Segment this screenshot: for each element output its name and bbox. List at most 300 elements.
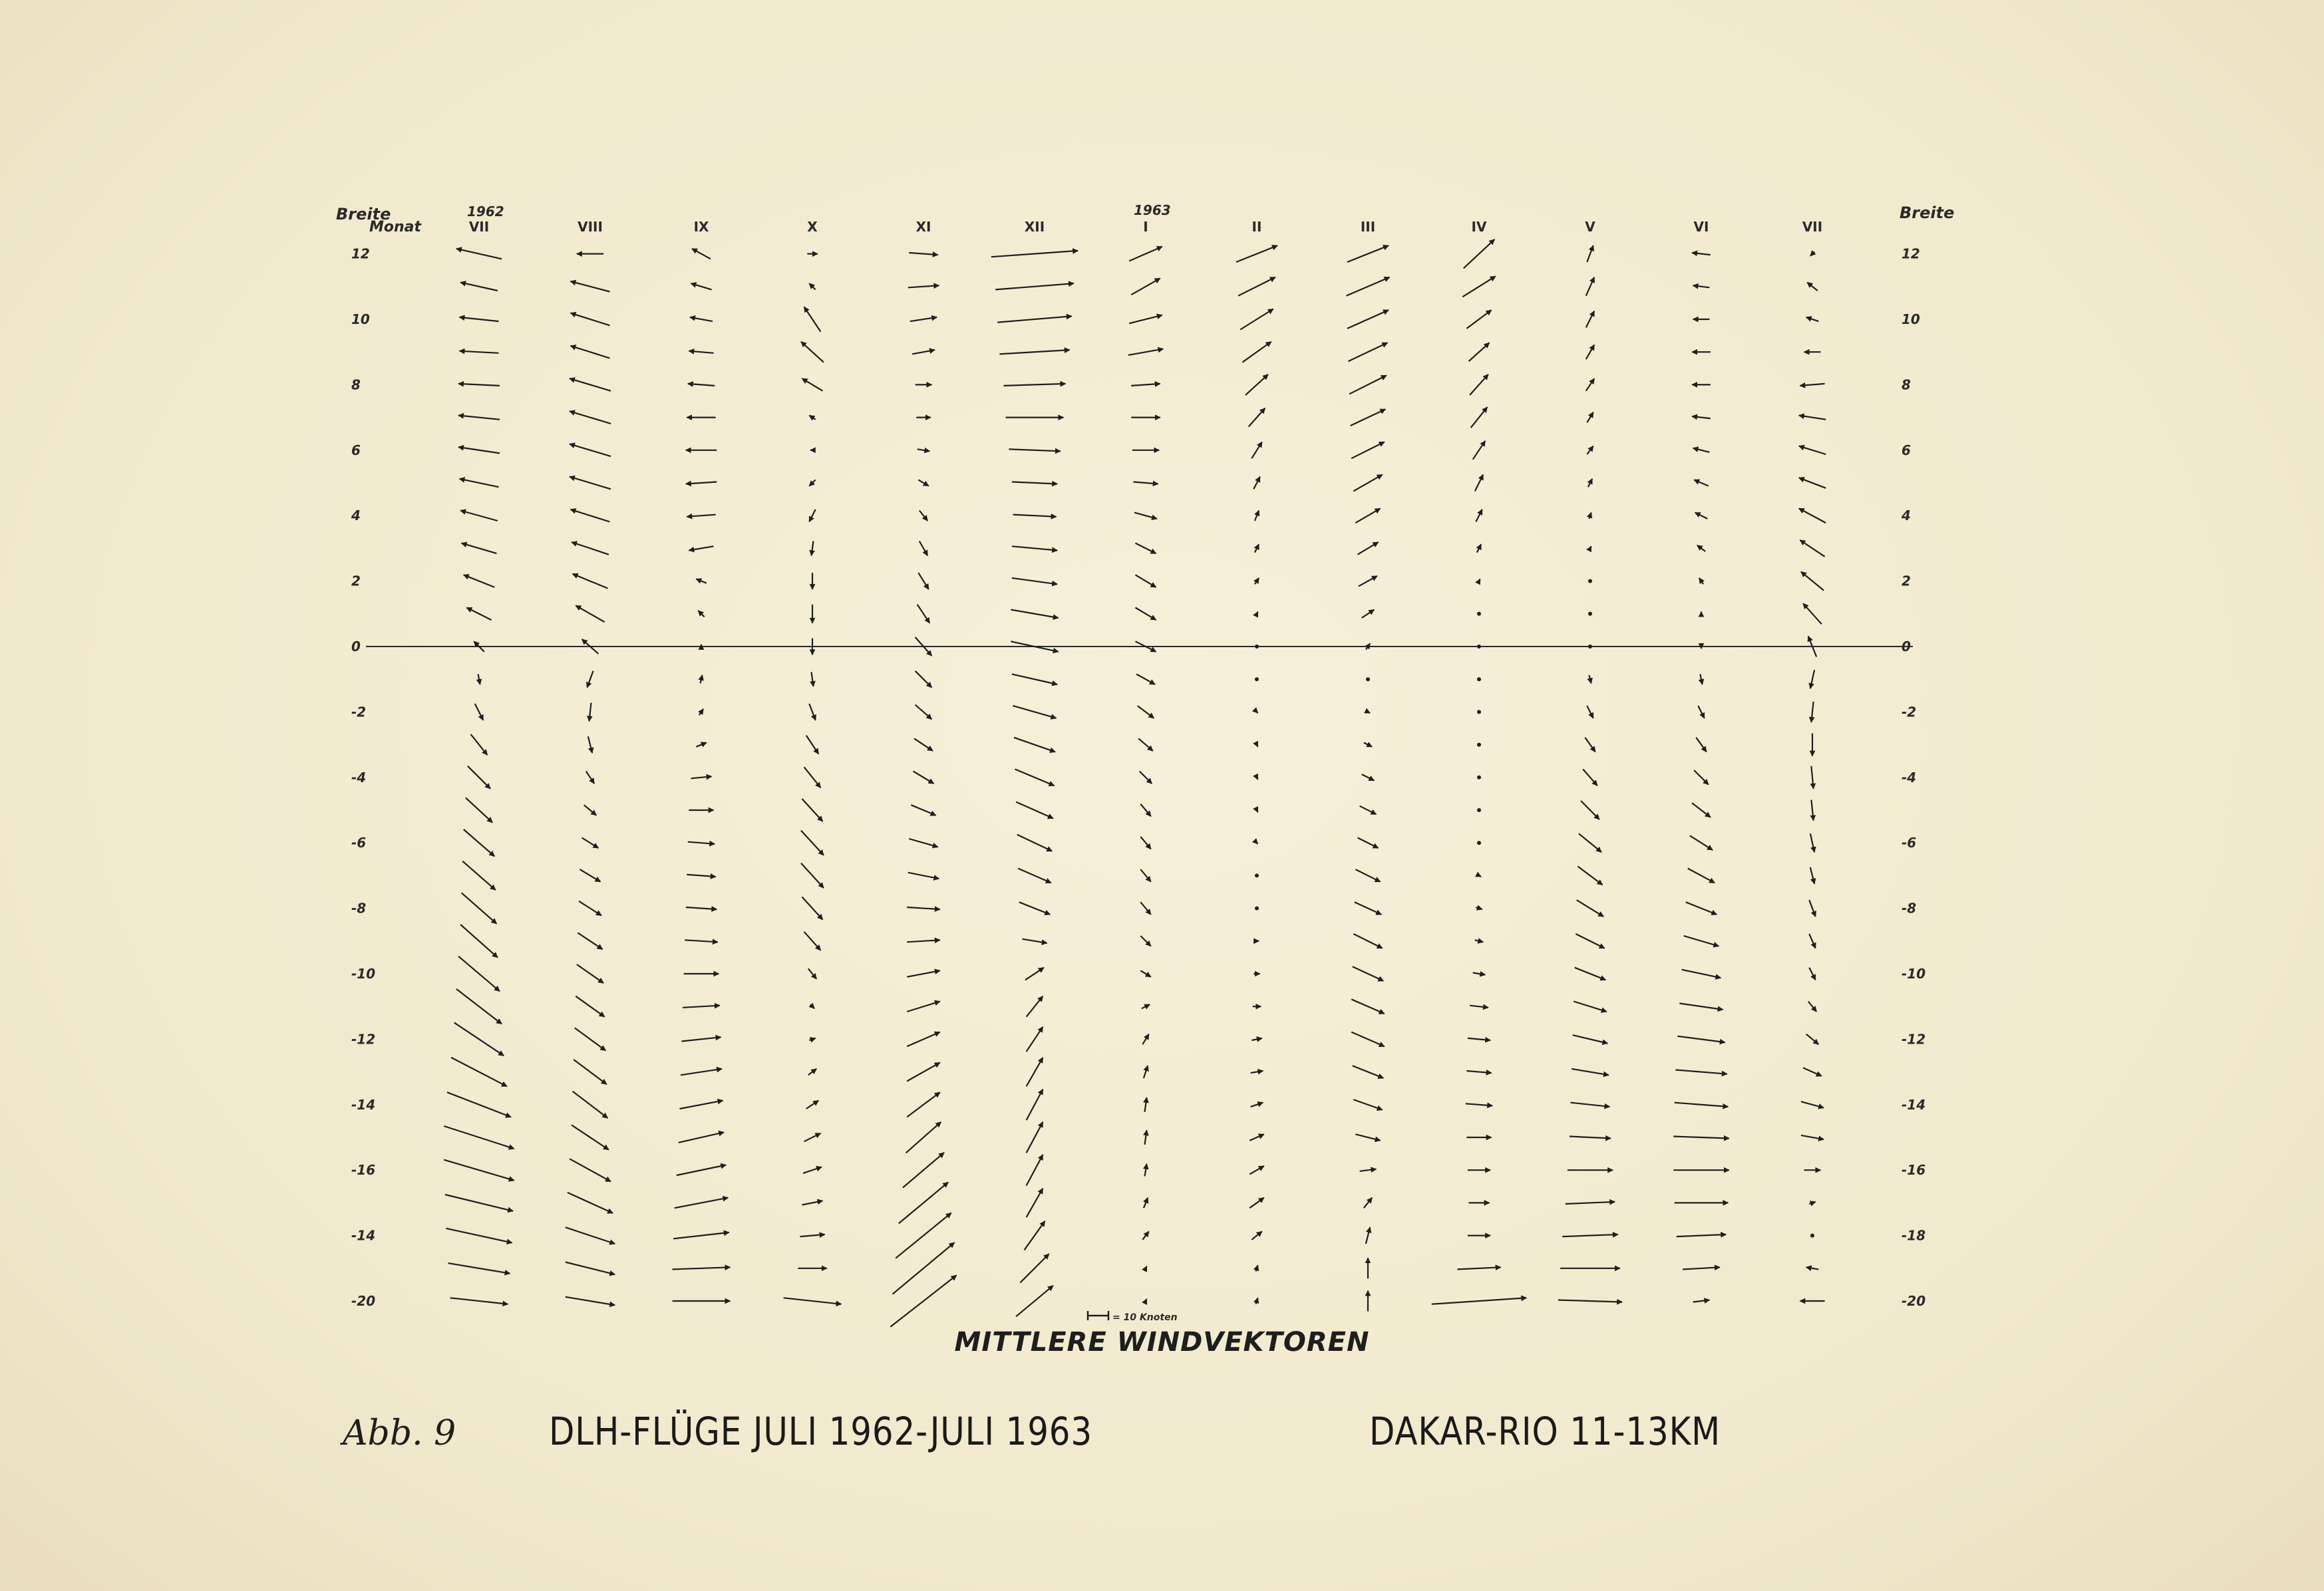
wind-vector xyxy=(911,805,935,815)
wind-vector xyxy=(1583,769,1597,786)
wind-vector xyxy=(906,1122,941,1153)
wind-vector xyxy=(1800,384,1824,386)
wind-vector xyxy=(1016,802,1053,819)
wind-vector xyxy=(578,933,602,949)
wind-vector xyxy=(570,477,611,490)
wind-vector xyxy=(1013,706,1057,718)
wind-vector xyxy=(1249,408,1265,427)
wind-vector xyxy=(1473,973,1486,975)
wind-vector xyxy=(1586,277,1594,296)
y-tick-right: -20 xyxy=(1902,1293,1926,1309)
wind-vector xyxy=(1562,1234,1618,1236)
wind-vector xyxy=(1347,245,1389,262)
y-tick-right: -18 xyxy=(1902,1227,1926,1244)
wind-vector xyxy=(570,1159,611,1181)
vector-dot xyxy=(1477,776,1481,780)
wind-vector xyxy=(460,317,499,321)
y-tick-left: 8 xyxy=(351,376,361,393)
wind-vector xyxy=(808,1069,816,1075)
wind-vector xyxy=(1355,902,1381,915)
wind-vector xyxy=(1366,711,1370,713)
month-label: I xyxy=(1143,219,1148,235)
y-tick-left: -8 xyxy=(351,900,367,917)
month-label: XII xyxy=(1024,219,1045,235)
wind-vector xyxy=(1138,738,1153,751)
wind-vector xyxy=(1140,837,1151,849)
wind-vector xyxy=(802,378,823,391)
wind-vector xyxy=(1025,1221,1045,1250)
wind-vector xyxy=(1698,706,1704,718)
wind-vector xyxy=(809,480,815,486)
wind-vector xyxy=(1255,511,1259,521)
wind-vector xyxy=(701,675,703,683)
wind-vector xyxy=(688,384,715,386)
wind-vector xyxy=(1577,867,1602,885)
y-tick-left: -14 xyxy=(351,1227,376,1244)
wind-vector xyxy=(1142,1004,1150,1008)
y-tick-right: -10 xyxy=(1902,966,1926,982)
wind-vector xyxy=(686,482,717,484)
wind-vector xyxy=(1144,1198,1148,1209)
wind-vector xyxy=(1353,966,1384,981)
wind-vector xyxy=(1466,1071,1491,1073)
wind-vector xyxy=(908,873,939,879)
wind-vector xyxy=(698,611,704,617)
wind-vector xyxy=(577,964,603,983)
y-tick-right: -8 xyxy=(1902,900,1917,917)
wind-vector xyxy=(1803,603,1822,624)
wind-vector xyxy=(1351,1032,1385,1047)
wind-vector xyxy=(1566,1202,1615,1204)
y-tick-right: 8 xyxy=(1902,376,1911,393)
wind-vector xyxy=(468,766,490,789)
wind-vector xyxy=(1134,513,1157,519)
figure-label: Abb. 9 xyxy=(343,1413,456,1453)
wind-vector xyxy=(1251,1071,1263,1073)
wind-vector xyxy=(1810,670,1814,688)
wind-vector xyxy=(913,772,934,784)
wind-vector xyxy=(450,1298,508,1304)
wind-vector xyxy=(808,968,816,979)
wind-vector xyxy=(689,351,713,353)
wind-vector xyxy=(458,384,500,386)
wind-vector xyxy=(1140,772,1152,784)
wind-vector xyxy=(568,1193,613,1213)
wind-vector xyxy=(464,829,495,856)
wind-vector xyxy=(1586,345,1594,359)
wind-vector xyxy=(1013,515,1057,517)
wind-vector xyxy=(1589,513,1591,519)
wind-vector xyxy=(1255,578,1259,584)
wind-vector xyxy=(1131,384,1160,386)
year-label-1962: 1962 xyxy=(467,204,504,219)
wind-vector xyxy=(1140,936,1151,946)
wind-vector xyxy=(1675,1103,1729,1107)
wind-vector xyxy=(1464,239,1495,268)
wind-vector xyxy=(1589,546,1591,550)
wind-vector xyxy=(454,1023,504,1056)
wind-vector xyxy=(692,249,711,259)
wind-vector xyxy=(466,797,492,822)
wind-vector xyxy=(456,989,502,1024)
wind-vector xyxy=(576,996,604,1017)
y-tick-left: 10 xyxy=(351,311,370,327)
wind-vector xyxy=(462,893,497,924)
wind-vector xyxy=(1355,508,1380,523)
wind-vector xyxy=(1811,702,1813,722)
wind-vector xyxy=(685,940,718,942)
wind-vector xyxy=(1677,1234,1726,1236)
wind-vector xyxy=(1677,1036,1725,1042)
axes xyxy=(336,202,1954,1323)
wind-vector xyxy=(571,313,610,326)
wind-vector xyxy=(1251,1103,1263,1107)
wind-vector xyxy=(579,901,601,916)
y-tick-right: 10 xyxy=(1902,311,1920,327)
wind-vector xyxy=(1587,446,1593,454)
wind-vector xyxy=(1015,769,1055,786)
month-label: VII xyxy=(1802,219,1823,235)
wind-vector xyxy=(1692,803,1711,817)
wind-vector xyxy=(1136,543,1156,554)
wind-vector xyxy=(907,1092,940,1117)
wind-vector xyxy=(460,479,499,487)
wind-vector xyxy=(915,705,932,720)
wind-vector xyxy=(586,772,594,784)
vector-arrows xyxy=(444,239,1826,1327)
wind-vector xyxy=(1807,283,1818,291)
wind-vector xyxy=(460,511,498,521)
wind-vector xyxy=(1799,478,1826,488)
wind-vector xyxy=(1587,412,1593,423)
wind-vector xyxy=(1019,902,1051,915)
wind-vector xyxy=(801,831,824,855)
wind-vector xyxy=(907,1032,940,1047)
wind-vector xyxy=(1255,544,1259,552)
wind-vector xyxy=(575,1028,606,1050)
wind-vector xyxy=(1004,384,1066,386)
vector-dot xyxy=(1588,645,1592,649)
wind-vector xyxy=(1575,968,1606,980)
wind-vector xyxy=(997,316,1072,322)
wind-vector xyxy=(1027,1058,1043,1086)
month-label: III xyxy=(1360,219,1376,235)
wind-vector xyxy=(812,672,814,686)
wind-vector xyxy=(677,1165,726,1176)
wind-vector xyxy=(1140,804,1151,817)
wind-vector xyxy=(1801,1135,1824,1139)
wind-vector xyxy=(907,1063,940,1082)
wind-vector xyxy=(1809,1202,1815,1204)
wind-vector xyxy=(566,1297,615,1305)
y-tick-right: -16 xyxy=(1902,1162,1926,1179)
month-header: Monat xyxy=(369,219,422,235)
wind-vector xyxy=(1470,1006,1488,1008)
wind-vector xyxy=(1145,1266,1147,1270)
month-label: V xyxy=(1585,219,1595,235)
wind-vector xyxy=(890,1275,956,1327)
wind-vector xyxy=(444,1160,514,1181)
wind-vector xyxy=(1587,706,1593,718)
wind-vector xyxy=(1128,349,1164,355)
wind-vector xyxy=(917,605,930,623)
wind-vector xyxy=(1017,835,1053,851)
wind-vector xyxy=(460,283,498,291)
wind-vector xyxy=(914,738,933,751)
y-tick-right: 2 xyxy=(1902,573,1911,589)
wind-vector xyxy=(801,863,824,888)
wind-vector xyxy=(1682,970,1721,978)
wind-vector xyxy=(1696,738,1707,752)
wind-vector xyxy=(1256,743,1258,747)
wind-vector xyxy=(915,671,932,688)
wind-vector xyxy=(1432,1298,1527,1304)
wind-vector xyxy=(1810,867,1814,884)
wind-vector xyxy=(1587,245,1593,262)
y-tick-left: 0 xyxy=(351,639,361,654)
y-tick-left: -12 xyxy=(351,1031,376,1048)
wind-vector xyxy=(681,1069,722,1075)
wind-vector xyxy=(1009,449,1061,451)
wind-vector xyxy=(1353,475,1382,492)
y-tick-left: -16 xyxy=(351,1162,376,1179)
wind-vector xyxy=(1144,1066,1148,1078)
wind-vector xyxy=(1022,939,1047,943)
wind-vector xyxy=(1142,1231,1148,1239)
wind-vector xyxy=(572,1125,609,1149)
wind-vector xyxy=(1251,442,1262,458)
wind-vector xyxy=(802,897,823,920)
wind-vector xyxy=(1576,934,1604,948)
wind-vector xyxy=(1249,1166,1264,1174)
wind-vector xyxy=(1027,1027,1043,1052)
wind-vector xyxy=(1806,1267,1819,1269)
vector-dot xyxy=(1255,645,1259,649)
wind-vector xyxy=(1589,675,1591,683)
wind-vector xyxy=(691,283,712,289)
wind-vector xyxy=(1476,509,1482,522)
wind-vector xyxy=(804,307,821,331)
wind-vector xyxy=(1251,1038,1262,1040)
wind-vector xyxy=(809,704,815,720)
wind-vector xyxy=(1362,610,1375,618)
wind-vector xyxy=(570,378,611,391)
wind-vector xyxy=(1145,1164,1147,1177)
wind-vector xyxy=(1693,448,1710,452)
wind-vector xyxy=(1699,578,1703,584)
month-label: II xyxy=(1251,219,1262,235)
wind-vector xyxy=(1353,1099,1382,1110)
wind-vector xyxy=(1366,1227,1370,1244)
month-label: XI xyxy=(915,219,931,235)
wind-vector xyxy=(1808,1002,1816,1012)
wind-vector xyxy=(907,907,940,909)
wind-vector xyxy=(1238,277,1275,296)
wind-vector xyxy=(471,734,488,755)
wind-vector xyxy=(1129,315,1162,323)
wind-vector xyxy=(1349,343,1388,361)
year-label-1963: 1963 xyxy=(1134,202,1171,218)
wind-vector xyxy=(691,776,712,778)
wind-vector xyxy=(1251,1231,1262,1239)
wind-vector xyxy=(1684,936,1719,946)
wind-vector xyxy=(918,573,929,589)
wind-vector xyxy=(1585,738,1595,752)
wind-vector xyxy=(1697,545,1705,551)
wind-vector xyxy=(683,1006,720,1008)
wind-vector xyxy=(810,1004,814,1008)
wind-vector xyxy=(686,907,717,909)
wind-vector xyxy=(580,869,601,882)
wind-vector xyxy=(1477,544,1481,552)
wind-vector xyxy=(1806,1034,1819,1045)
wind-vector xyxy=(1799,416,1826,420)
wind-vector xyxy=(1478,579,1480,583)
wind-vector xyxy=(1694,770,1709,785)
wind-vector xyxy=(1138,706,1154,718)
wind-vector xyxy=(1694,480,1709,486)
wind-vector xyxy=(909,839,937,847)
y-tick-left: 4 xyxy=(351,507,361,524)
wind-vector xyxy=(1686,902,1717,915)
wind-vector xyxy=(573,574,608,589)
vector-dot xyxy=(1255,677,1259,681)
wind-vector xyxy=(1675,1070,1727,1074)
wind-vector xyxy=(589,703,591,722)
y-tick-right: -4 xyxy=(1902,769,1917,786)
wind-vector xyxy=(1349,375,1387,394)
wind-vector xyxy=(451,1058,507,1086)
wind-vector xyxy=(1012,674,1057,685)
wind-vector xyxy=(1801,572,1824,591)
wind-vector xyxy=(475,704,483,720)
wind-vector xyxy=(1353,934,1382,948)
y-tick-left: -4 xyxy=(351,769,367,786)
wind-vector xyxy=(1018,869,1051,883)
wind-vector xyxy=(1476,907,1482,909)
wind-vector xyxy=(1364,1198,1372,1209)
y-tick-left: -10 xyxy=(351,966,376,982)
vector-dot xyxy=(1255,873,1259,877)
month-label: VII xyxy=(468,219,490,235)
wind-vector xyxy=(809,509,815,522)
vector-dot xyxy=(1477,645,1481,649)
wind-vector xyxy=(800,1234,824,1236)
wind-vector xyxy=(1131,278,1160,295)
wind-vector xyxy=(1573,1035,1608,1043)
wind-vector xyxy=(1016,1286,1053,1317)
wind-vector xyxy=(1693,285,1710,287)
wind-vector xyxy=(458,956,500,992)
wind-vector xyxy=(1249,1134,1264,1140)
month-label: VIII xyxy=(578,219,603,235)
wind-vector xyxy=(1475,940,1483,942)
wind-vector xyxy=(1579,833,1601,852)
wind-vector xyxy=(1571,1103,1610,1107)
wind-vector xyxy=(804,1133,821,1141)
wind-vector xyxy=(1236,245,1277,262)
wind-vector xyxy=(912,350,935,354)
wind-vector xyxy=(1027,1189,1043,1217)
y-tick-left: 6 xyxy=(351,442,361,458)
wind-vector xyxy=(1809,900,1815,917)
wind-vector xyxy=(447,1092,511,1117)
wind-vector xyxy=(804,767,821,788)
wind-vector xyxy=(1457,1267,1500,1269)
wind-vector xyxy=(1351,999,1385,1014)
wind-vector xyxy=(574,1060,607,1084)
wind-vector xyxy=(1256,842,1258,844)
wind-vector xyxy=(1014,738,1055,752)
wind-vector xyxy=(803,1167,822,1173)
wind-vector xyxy=(679,1132,724,1143)
wind-vector xyxy=(446,1229,512,1243)
wind-vector xyxy=(1806,317,1819,321)
flights-label: DLH-FLÜGE JULI 1962-JULI 1963 xyxy=(549,1409,1092,1454)
wind-vector xyxy=(460,351,499,353)
wind-vector xyxy=(907,970,940,976)
wind-vector xyxy=(466,608,491,621)
wind-vector xyxy=(1692,253,1711,255)
wind-vector xyxy=(699,709,703,715)
wind-vector xyxy=(1136,575,1156,587)
wind-vector xyxy=(1347,277,1390,296)
wind-vector xyxy=(1012,546,1057,550)
wind-vector xyxy=(1020,1254,1049,1282)
wind-vector xyxy=(1242,342,1271,362)
wind-vector xyxy=(687,875,715,877)
wind-vector xyxy=(812,541,814,556)
wind-vector xyxy=(588,736,592,753)
wind-vector xyxy=(1145,1299,1147,1303)
wind-vector xyxy=(584,805,597,815)
month-label: X xyxy=(807,219,818,235)
wind-vector xyxy=(806,1101,819,1109)
left-axis-title: Breite xyxy=(336,205,391,223)
y-tick-left: -6 xyxy=(351,835,367,851)
wind-vector xyxy=(1466,310,1491,329)
vector-dot xyxy=(1810,1234,1814,1238)
wind-vector xyxy=(1799,446,1826,454)
wind-vector xyxy=(570,444,611,457)
y-tick-right: -12 xyxy=(1902,1031,1926,1048)
right-axis-title: Breite xyxy=(1900,204,1955,222)
vector-dot xyxy=(1477,677,1481,681)
wind-vector xyxy=(1811,766,1813,789)
wind-vector xyxy=(999,350,1069,354)
wind-vector xyxy=(1353,1066,1384,1078)
wind-vector xyxy=(1129,247,1162,261)
wind-vector xyxy=(1558,1300,1622,1302)
wind-vector xyxy=(1351,442,1385,458)
wind-vector xyxy=(464,575,495,587)
route-label: DAKAR-RIO 11-13KM xyxy=(1369,1409,1721,1454)
wind-vector xyxy=(1695,513,1708,519)
wind-vector xyxy=(1360,1169,1377,1171)
wind-vector xyxy=(918,480,929,486)
wind-vector xyxy=(1245,374,1268,395)
y-tick-left: 2 xyxy=(351,573,361,589)
y-tick-left: -2 xyxy=(351,704,367,720)
wind-vector xyxy=(1351,409,1386,426)
wind-vector xyxy=(1810,252,1814,256)
scale-label: = 10 Knoten xyxy=(1112,1312,1178,1323)
wind-vector xyxy=(1012,482,1057,484)
wind-vector xyxy=(576,605,604,622)
y-tick-right: -6 xyxy=(1902,835,1917,851)
wind-vector xyxy=(907,1002,940,1012)
wind-vector xyxy=(910,317,937,321)
